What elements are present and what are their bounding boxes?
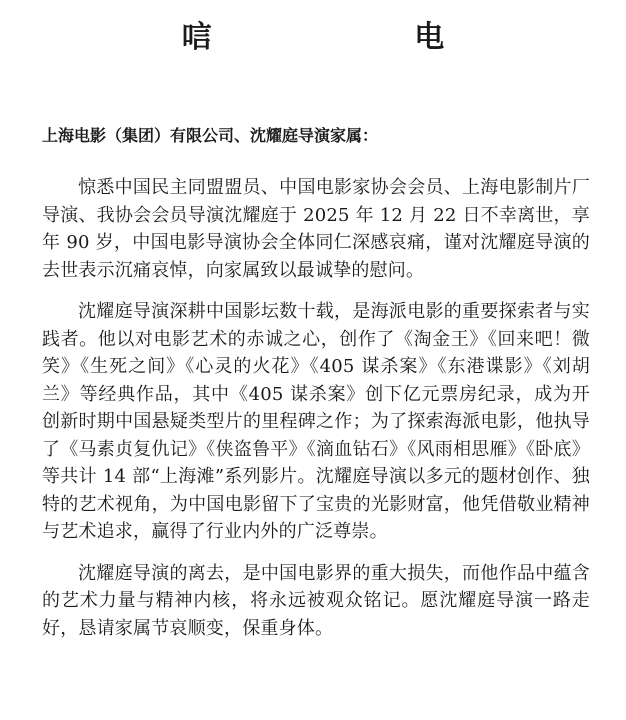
paragraph-condolence-notice: 惊悉中国民主同盟盟员、中国电影家协会会员、上海电影制片厂导演、我协会会员导演沈耀庭于 2025 年 12 月 22 日不幸离世，享年 90 岁，中国电影导演协会全体同仁深感哀痛，谨对沈耀庭导演的去世表示沉痛哀悼，向家属致以最诚挚的慰问。 xyxy=(42,177,590,281)
salutation: 上海电影（集团）有限公司、沈耀庭导演家属： xyxy=(42,126,379,145)
paragraph-career-achievements: 沈耀庭导演深耕中国影坛数十载，是海派电影的重要探索者与实践者。他以对电影艺术的赤诚之心，创作了《淘金王》《回来吧！微笑》《生死之间》《心灵的火花》《405 谋杀案》《东港谍影》《刘胡兰》等经典作品，其中《405 谋杀案》创下亿元票房纪录，成为开创新时期中国悬疑类型片的里程碑之作；为了探索海派电影，他执导了《马素贞复仇记》《侠盗鲁平》《滴血钻石》《风雨相思雁》《卧底》等共计 14 部“上海滩”系列影片。沈耀庭导演以多元的题材创作、独特的艺术视角，为中国电影留下了宝贵的光影财富，他凭借敬业精神与艺术追求，赢得了行业内外的广泛尊崇。 xyxy=(42,301,590,542)
document-body xyxy=(42,174,590,656)
document-title: 唁 电 xyxy=(181,20,541,55)
paragraph-closing: 沈耀庭导演的离去，是中国电影界的重大损失，而他作品中蕴含的艺术力量与精神内核，将永远被观众铭记。愿沈耀庭导演一路走好，恳请家属节哀顺变，保重身体。 xyxy=(42,562,590,639)
